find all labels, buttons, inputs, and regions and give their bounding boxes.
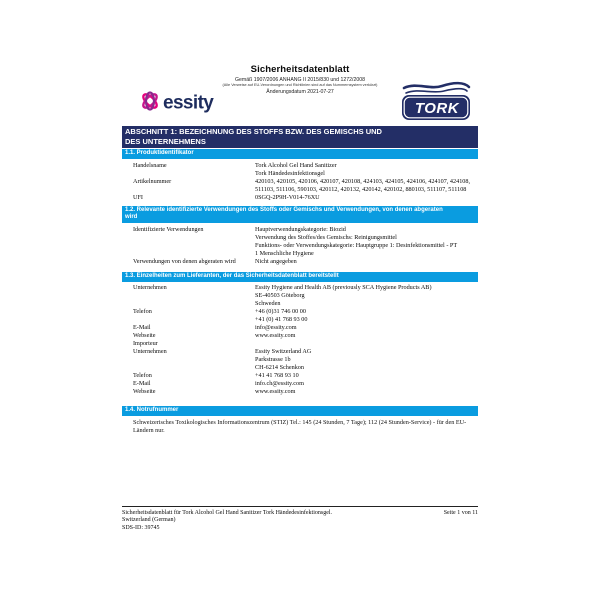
- field-row-webseite: [133, 332, 478, 340]
- field-label: Handelsname: [133, 161, 167, 169]
- field-value: [255, 324, 478, 332]
- tork-wave-icon: [404, 83, 469, 93]
- field-value-line: Verwendung des Stoffes/des Gemischs: Reinigungsmittel: [255, 233, 397, 241]
- field-value-line: Schweden: [255, 300, 281, 307]
- field-label: Artikelnummer: [133, 177, 172, 185]
- field-row-handelsname: [133, 162, 478, 178]
- field-label: Webseite: [133, 332, 156, 339]
- field-value: [255, 162, 478, 178]
- section-1-2-header: 1.2. Relevante identifizierte Verwendungen des Stoffs oder Gemischs und Verwendungen, von denen abgeraten wird: [122, 206, 478, 224]
- section-1-3-rows: [133, 284, 478, 396]
- field-row-artikelnummer: [133, 178, 478, 194]
- field-value-line: +41 41 768 93 10: [255, 372, 299, 379]
- field-row-webseite-2: [133, 388, 478, 396]
- field-label: Identifizierte Verwendungen: [133, 225, 204, 233]
- field-row-email: [133, 324, 478, 332]
- tork-logo: [400, 80, 472, 127]
- field-label: E-Mail: [133, 380, 151, 387]
- field-value: [255, 372, 478, 380]
- field-value-line: 1 Menschliche Hygiene: [255, 249, 314, 257]
- field-value-line: CH-6214 Schenkon: [255, 364, 304, 371]
- field-value: [255, 258, 478, 266]
- field-value: [255, 380, 478, 388]
- field-value-line: info.ch@essity.com: [255, 380, 304, 387]
- field-value-line: Parkstrasse 1b: [255, 356, 291, 363]
- field-label: Telefon: [133, 308, 152, 315]
- field-value-line: www.essity.com: [255, 332, 296, 339]
- regulation-note: (Alle Verweise auf EU-Verordnungen und Richtlinien sind auf das Nummernsystem verkürzt): [222, 82, 378, 87]
- footer-page-number: Seite 1 von 11: [443, 509, 478, 516]
- field-label: Unternehmen: [133, 284, 167, 291]
- page-footer: [122, 506, 478, 532]
- footer-document-title: Sicherheitsdatenblatt für Tork Alcohol Gel Hand Sanitizer Tork Händedesinfektionsgel.: [122, 509, 333, 516]
- field-value: [255, 340, 478, 348]
- page-title: Sicherheitsdatenblatt: [250, 64, 350, 75]
- field-value: [255, 178, 478, 194]
- field-value-line: Nicht angegeben: [255, 257, 297, 265]
- field-label: Unternehmen: [133, 348, 167, 355]
- emergency-number-text: Schweizerisches Toxikologisches Informationszentrum (STIZ) Tel.: 145 (24 Stunden, 7 Tage); 112 (24 Stunden-Service) - für den EU-Ländern nur.: [133, 418, 467, 434]
- field-value-line: Essity Switzerland AG: [255, 348, 312, 355]
- sds-document: [122, 0, 478, 435]
- section-1-1-header: 1.1. Produktidentifikator: [122, 149, 478, 159]
- field-value-line: 0SGQ-2P9H-V014-76XU: [255, 193, 320, 201]
- field-label: Verwendungen von denen abgeraten wird: [133, 257, 236, 265]
- field-label: UFI: [133, 193, 143, 201]
- footer-sds-id: SDS-ID: 39745: [122, 524, 160, 531]
- tork-logo-text: TORK: [414, 100, 460, 117]
- field-row-unternehmen: [133, 284, 478, 308]
- field-value-line: Tork Händedesinfektionsgel: [255, 169, 325, 177]
- field-label: E-Mail: [133, 324, 151, 331]
- field-value-line: SE-40503 Göteborg: [255, 292, 305, 299]
- field-row-importeur: [133, 340, 478, 348]
- field-value: [255, 332, 478, 340]
- field-value-line: 420103, 420105, 420106, 420107, 420108, 424103, 424105, 424106, 424107, 424108,: [255, 177, 471, 185]
- regulation-line: Gemäß 1907/2006 ANHANG II 2015/830 und 1272/2008: [234, 76, 366, 83]
- field-value-line: Hauptverwendungskategorie: Biozid: [255, 225, 346, 233]
- section-1-4-header: 1.4. Notrufnummer: [122, 406, 478, 416]
- field-label: Telefon: [133, 372, 152, 379]
- field-value-line: info@essity.com: [255, 324, 297, 331]
- field-value: [255, 348, 478, 372]
- field-value-line: Funktions- oder Verwendungskategorie: Hauptgruppe 1: Desinfektionsmittel - PT: [255, 241, 458, 249]
- field-value-line: +41 (0) 41 768 93 00: [255, 316, 308, 323]
- field-row-identifizierte-verwendungen: [133, 226, 478, 258]
- field-row-email-2: [133, 380, 478, 388]
- section-1-1-rows: [133, 162, 478, 202]
- field-value-line: 511103, 511106, 590103, 420112, 420132, 420142, 420102, 880103, 511107, 511108: [255, 185, 467, 193]
- change-date: Änderungsdatum 2021-07-27: [266, 89, 334, 96]
- field-value-line: Tork Alcohol Gel Hand Sanitizer: [255, 161, 337, 169]
- field-value: [255, 194, 478, 202]
- field-value: [255, 226, 478, 258]
- field-row-ufi: [133, 194, 478, 202]
- section1-header: ABSCHNITT 1: BEZEICHNUNG DES STOFFS BZW. DES GEMISCHS UND DES UNTERNEHMENS: [122, 126, 478, 148]
- field-value: [255, 388, 478, 396]
- field-row-verwendungen-abgeraten: [133, 258, 478, 266]
- document-header: [122, 0, 478, 126]
- essity-logo-text: essity: [163, 92, 214, 114]
- field-row-telefon-2: [133, 372, 478, 380]
- footer-locale: Switzerland (German): [122, 517, 176, 524]
- field-value-line: +46 (0)31 746 00 00: [255, 308, 306, 315]
- field-value: [255, 284, 478, 308]
- field-value-line: Essity Hygiene and Health AB (previously SCA Hygiene Products AB): [255, 284, 432, 291]
- section-1-3-header: 1.3. Einzelheiten zum Lieferanten, der das Sicherheitsdatenblatt bereitstellt: [122, 272, 478, 282]
- field-label: Importeur: [133, 340, 158, 347]
- section-1-2-rows: [133, 226, 478, 266]
- field-value-line: www.essity.com: [255, 388, 296, 395]
- field-row-unternehmen-2: [133, 348, 478, 372]
- field-row-telefon: [133, 308, 478, 324]
- field-value: [255, 308, 478, 324]
- field-label: Webseite: [133, 388, 156, 395]
